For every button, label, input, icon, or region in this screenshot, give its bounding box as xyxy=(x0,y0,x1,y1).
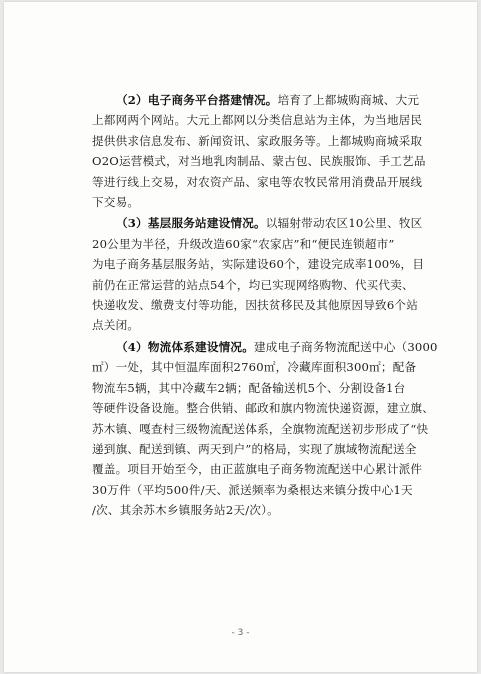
paragraph-first-line xyxy=(92,213,426,233)
section-heading: （3）基层服务站建设情况。 xyxy=(116,216,266,231)
section-heading: （4）物流体系建设情况。 xyxy=(116,339,254,354)
document-body xyxy=(92,90,438,522)
paragraph-line: 提供供求信息发布、新闻资讯、家政服务等。上都城购商城采取 xyxy=(92,133,423,148)
paragraph-first-line xyxy=(92,90,426,110)
paragraph-line: 等硬件设备设施。整合供销、邮政和旗内物流快递资源，建立旗、 xyxy=(92,401,435,416)
page-number: - 3 - xyxy=(231,628,250,638)
paragraph-line: 20公里为半径，升级改造60家“农家店”和“便民连锁超市” xyxy=(92,236,395,251)
paragraph-line: 前仍在正常运营的站点54个，均已实现网络购物、代买代卖、 xyxy=(92,277,414,292)
paragraph-ecommerce-platform xyxy=(92,90,426,212)
paragraph-logistics xyxy=(92,337,438,521)
paragraph-line: 上都网两个网站。大元上都网以分类信息站为主体，为当地居民 xyxy=(92,113,423,128)
paragraph-line: 快递收发、缴费支付等功能，因扶贫移民及其他原因导致6个站 xyxy=(92,298,419,313)
paragraph-line: 递到旗、配送到镇、两天到户”的格局，实现了旗域物流配送全 xyxy=(92,441,417,456)
paragraph-line: 苏木镇、嘎查村三级物流配送体系，全旗物流配送初步形成了“快 xyxy=(92,421,429,436)
paragraph-line: 30万件（平均500件/天、派送频率为桑根达来镇分拨中心1天 xyxy=(92,482,413,497)
paragraph-line: 覆盖。项目开始至今，由正蓝旗电子商务物流配送中心累计派件 xyxy=(92,462,423,477)
paragraph-line: 物流车5辆，其中冷藏车2辆；配备输送机5个、分割设备1台 xyxy=(92,380,406,395)
section-heading: （2）电子商务平台搭建情况。 xyxy=(116,93,278,107)
paragraph-line: /次、其余苏木乡镇服务站2天/次）。 xyxy=(92,503,279,518)
paragraph-text: 以辐射带动农区10公里、牧区 xyxy=(265,216,423,231)
paragraph-line: O2O运营模式，对当地乳肉制品、蒙古包、民族服饰、手工艺品 xyxy=(92,154,426,169)
paragraph-text: 培育了上都城购商城、大元 xyxy=(277,93,420,107)
document-page xyxy=(4,2,477,672)
paragraph-line: ㎡）一处，其中恒温库面积2760㎡，冷藏库面积300㎡；配备 xyxy=(92,360,417,375)
paragraph-line: 为电子商务基层服务站，实际建设60个，建设完成率100%，目 xyxy=(92,257,425,272)
paragraph-line: 点关闭。 xyxy=(92,318,140,333)
paragraph-first-line xyxy=(92,337,438,357)
paragraph-line: 等进行线上交易，对农资产品、家电等农牧民常用消费品开展线 xyxy=(92,174,423,189)
paragraph-service-stations xyxy=(92,213,426,335)
paragraph-text: 建成电子商务物流配送中心（3000 xyxy=(254,339,438,354)
paragraph-line: 下交易。 xyxy=(92,195,140,210)
